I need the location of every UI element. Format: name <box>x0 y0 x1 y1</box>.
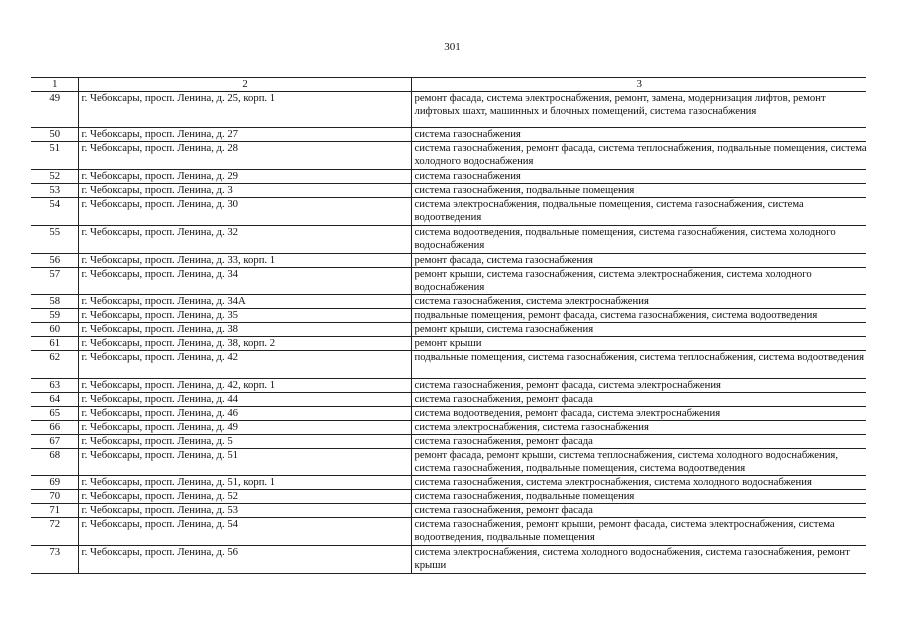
address-cell: г. Чебоксары, просп. Ленина, д. 56 <box>78 546 411 574</box>
row-number-cell: 60 <box>31 323 78 337</box>
row-number-cell: 67 <box>31 435 78 449</box>
row-number-cell: 53 <box>31 184 78 198</box>
row-number-cell: 69 <box>31 476 78 490</box>
table-row <box>31 254 866 268</box>
table-row <box>31 490 866 504</box>
works-cell: ремонт фасада, ремонт крыши, система теплоснабжения, система холодного водоснабжения, система газоснабжения, подвальные помещения, система водоотведения <box>411 449 866 476</box>
data-table <box>31 77 866 574</box>
table-row <box>31 170 866 184</box>
row-number-cell: 66 <box>31 421 78 435</box>
table-row <box>31 337 866 351</box>
works-cell: ремонт фасада, система электроснабжения, ремонт, замена, модернизация лифтов, ремонт лифтовых шахт, машинных и блочных помещений, система газоснабжения <box>411 92 866 128</box>
row-number-cell: 57 <box>31 268 78 295</box>
header-cell-number: 1 <box>31 78 78 92</box>
table-row <box>31 268 866 295</box>
works-cell: система газоснабжения, подвальные помещения <box>411 184 866 198</box>
table-header-row <box>31 78 866 92</box>
table-row <box>31 476 866 490</box>
address-cell: г. Чебоксары, просп. Ленина, д. 33, корп. 1 <box>78 254 411 268</box>
table-row <box>31 518 866 546</box>
table-row <box>31 295 866 309</box>
address-cell: г. Чебоксары, просп. Ленина, д. 5 <box>78 435 411 449</box>
address-cell: г. Чебоксары, просп. Ленина, д. 34А <box>78 295 411 309</box>
header-cell-works: 3 <box>411 78 866 92</box>
works-cell: система электроснабжения, система холодного водоснабжения, система газоснабжения, ремонт крыши <box>411 546 866 574</box>
table-row <box>31 92 866 128</box>
address-cell: г. Чебоксары, просп. Ленина, д. 42 <box>78 351 411 379</box>
address-cell: г. Чебоксары, просп. Ленина, д. 53 <box>78 504 411 518</box>
works-cell: система газоснабжения, ремонт фасада, система теплоснабжения, подвальные помещения, система холодного водоснабжения <box>411 142 866 170</box>
works-cell: ремонт крыши <box>411 337 866 351</box>
address-cell: г. Чебоксары, просп. Ленина, д. 32 <box>78 226 411 254</box>
address-cell: г. Чебоксары, просп. Ленина, д. 29 <box>78 170 411 184</box>
address-cell: г. Чебоксары, просп. Ленина, д. 54 <box>78 518 411 546</box>
address-cell: г. Чебоксары, просп. Ленина, д. 35 <box>78 309 411 323</box>
address-cell: г. Чебоксары, просп. Ленина, д. 38 <box>78 323 411 337</box>
address-cell: г. Чебоксары, просп. Ленина, д. 51 <box>78 449 411 476</box>
works-cell: система электроснабжения, система газоснабжения <box>411 421 866 435</box>
address-cell: г. Чебоксары, просп. Ленина, д. 25, корп. 1 <box>78 92 411 128</box>
table-row <box>31 184 866 198</box>
table-row <box>31 351 866 379</box>
works-cell: система газоснабжения, ремонт фасада <box>411 435 866 449</box>
table-row <box>31 198 866 226</box>
works-cell: система газоснабжения, система электроснабжения, система холодного водоснабжения <box>411 476 866 490</box>
table-row <box>31 435 866 449</box>
address-cell: г. Чебоксары, просп. Ленина, д. 3 <box>78 184 411 198</box>
works-cell: подвальные помещения, система газоснабжения, система теплоснабжения, система водоотведения <box>411 351 866 379</box>
row-number-cell: 73 <box>31 546 78 574</box>
row-number-cell: 61 <box>31 337 78 351</box>
works-cell: система газоснабжения <box>411 128 866 142</box>
address-cell: г. Чебоксары, просп. Ленина, д. 30 <box>78 198 411 226</box>
address-cell: г. Чебоксары, просп. Ленина, д. 28 <box>78 142 411 170</box>
row-number-cell: 56 <box>31 254 78 268</box>
works-cell: система газоснабжения, ремонт крыши, ремонт фасада, система электроснабжения, система водоотведения, подвальные помещения <box>411 518 866 546</box>
page-number: 301 <box>444 41 461 53</box>
address-cell: г. Чебоксары, просп. Ленина, д. 38, корп. 2 <box>78 337 411 351</box>
row-number-cell: 63 <box>31 379 78 393</box>
works-cell: система газоснабжения, ремонт фасада <box>411 504 866 518</box>
address-cell: г. Чебоксары, просп. Ленина, д. 27 <box>78 128 411 142</box>
works-cell: ремонт крыши, система газоснабжения, система электроснабжения, система холодного водоснабжения <box>411 268 866 295</box>
works-cell: система газоснабжения, подвальные помещения <box>411 490 866 504</box>
table-row <box>31 309 866 323</box>
address-cell: г. Чебоксары, просп. Ленина, д. 49 <box>78 421 411 435</box>
row-number-cell: 70 <box>31 490 78 504</box>
table-row <box>31 421 866 435</box>
row-number-cell: 52 <box>31 170 78 184</box>
table-row <box>31 504 866 518</box>
address-cell: г. Чебоксары, просп. Ленина, д. 46 <box>78 407 411 421</box>
row-number-cell: 62 <box>31 351 78 379</box>
works-cell: система газоснабжения, ремонт фасада <box>411 393 866 407</box>
row-number-cell: 54 <box>31 198 78 226</box>
row-number-cell: 65 <box>31 407 78 421</box>
address-cell: г. Чебоксары, просп. Ленина, д. 34 <box>78 268 411 295</box>
row-number-cell: 49 <box>31 92 78 128</box>
table-row <box>31 546 866 574</box>
address-cell: г. Чебоксары, просп. Ленина, д. 44 <box>78 393 411 407</box>
works-cell: система газоснабжения <box>411 170 866 184</box>
works-cell: система водоотведения, ремонт фасада, система электроснабжения <box>411 407 866 421</box>
table-row <box>31 407 866 421</box>
table-row <box>31 128 866 142</box>
header-cell-address: 2 <box>78 78 411 92</box>
row-number-cell: 58 <box>31 295 78 309</box>
table-row <box>31 142 866 170</box>
works-cell: система газоснабжения, ремонт фасада, система электроснабжения <box>411 379 866 393</box>
table-row <box>31 226 866 254</box>
row-number-cell: 55 <box>31 226 78 254</box>
address-cell: г. Чебоксары, просп. Ленина, д. 52 <box>78 490 411 504</box>
works-cell: подвальные помещения, ремонт фасада, система газоснабжения, система водоотведения <box>411 309 866 323</box>
table-row <box>31 379 866 393</box>
table-row <box>31 323 866 337</box>
works-cell: ремонт фасада, система газоснабжения <box>411 254 866 268</box>
table-body <box>31 92 866 574</box>
works-cell: система электроснабжения, подвальные помещения, система газоснабжения, система водоотведения <box>411 198 866 226</box>
address-cell: г. Чебоксары, просп. Ленина, д. 51, корп. 1 <box>78 476 411 490</box>
row-number-cell: 51 <box>31 142 78 170</box>
row-number-cell: 71 <box>31 504 78 518</box>
row-number-cell: 68 <box>31 449 78 476</box>
table-row <box>31 393 866 407</box>
works-cell: ремонт крыши, система газоснабжения <box>411 323 866 337</box>
row-number-cell: 72 <box>31 518 78 546</box>
works-cell: система водоотведения, подвальные помещения, система газоснабжения, система холодного водоснабжения <box>411 226 866 254</box>
row-number-cell: 59 <box>31 309 78 323</box>
table-row <box>31 449 866 476</box>
row-number-cell: 50 <box>31 128 78 142</box>
address-cell: г. Чебоксары, просп. Ленина, д. 42, корп. 1 <box>78 379 411 393</box>
row-number-cell: 64 <box>31 393 78 407</box>
works-cell: система газоснабжения, система электроснабжения <box>411 295 866 309</box>
